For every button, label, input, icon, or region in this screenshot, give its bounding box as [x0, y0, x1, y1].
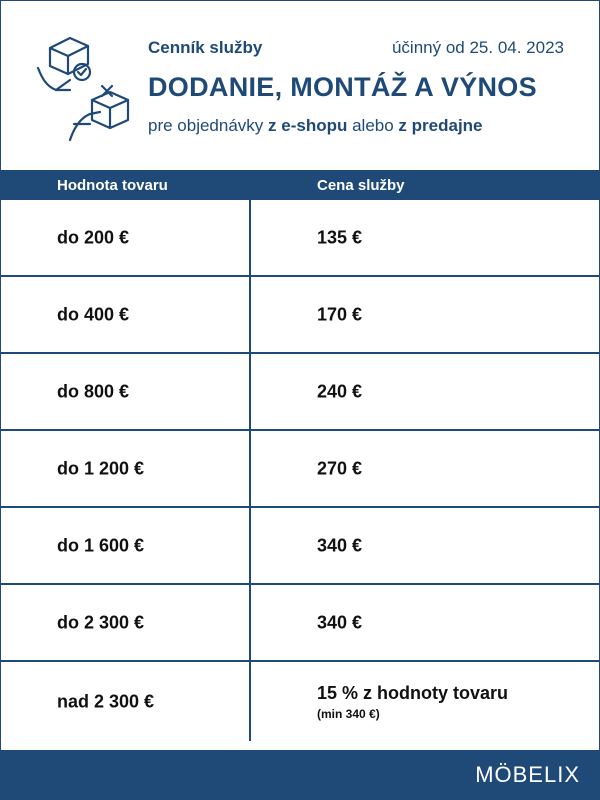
table-row [0, 277, 600, 354]
table-row [0, 585, 600, 662]
value-cell: do 2 300 € [57, 612, 145, 632]
footer [0, 750, 600, 800]
value-cell: do 1 600 € [57, 535, 145, 555]
desc-text-2: alebo [347, 116, 399, 135]
value-cell: nad 2 300 € [57, 691, 155, 711]
table-row [0, 200, 600, 277]
value-cell: do 200 € [57, 227, 130, 247]
price-list-label: Cenník služby [148, 38, 263, 57]
column-header-price: Cena služby [317, 177, 405, 194]
price-note: (min 340 €) [317, 706, 380, 721]
price-cell: 170 € [317, 304, 363, 324]
desc-eshop: z e-shopu [268, 116, 348, 135]
price-cell [317, 683, 508, 721]
price-cell: 340 € [317, 535, 363, 555]
price-cell: 135 € [317, 227, 363, 247]
effective-date: účinný od 25. 04. 2023 [391, 38, 564, 57]
price-text: 15 % z hodnoty tovaru [317, 682, 509, 703]
table-row [0, 354, 600, 431]
brand-logo: MÖBELIX [475, 762, 580, 787]
value-cell: do 1 200 € [57, 458, 145, 478]
page-title: DODANIE, MONTÁŽ A VÝNOS [148, 72, 537, 102]
price-table [0, 200, 600, 741]
table-row [0, 431, 600, 508]
description [148, 116, 483, 136]
table-row [0, 662, 600, 741]
desc-store: z predajne [398, 116, 483, 135]
price-cell: 270 € [317, 458, 363, 478]
price-cell: 340 € [317, 612, 363, 632]
desc-text-1: pre objednávky [148, 116, 269, 135]
header [0, 0, 600, 170]
price-cell: 240 € [317, 381, 363, 401]
table-row [0, 508, 600, 585]
column-header-value: Hodnota tovaru [57, 177, 168, 194]
value-cell: do 400 € [57, 304, 130, 324]
delivery-assembly-icon [30, 28, 140, 148]
table-header [0, 170, 600, 200]
value-cell: do 800 € [57, 381, 130, 401]
